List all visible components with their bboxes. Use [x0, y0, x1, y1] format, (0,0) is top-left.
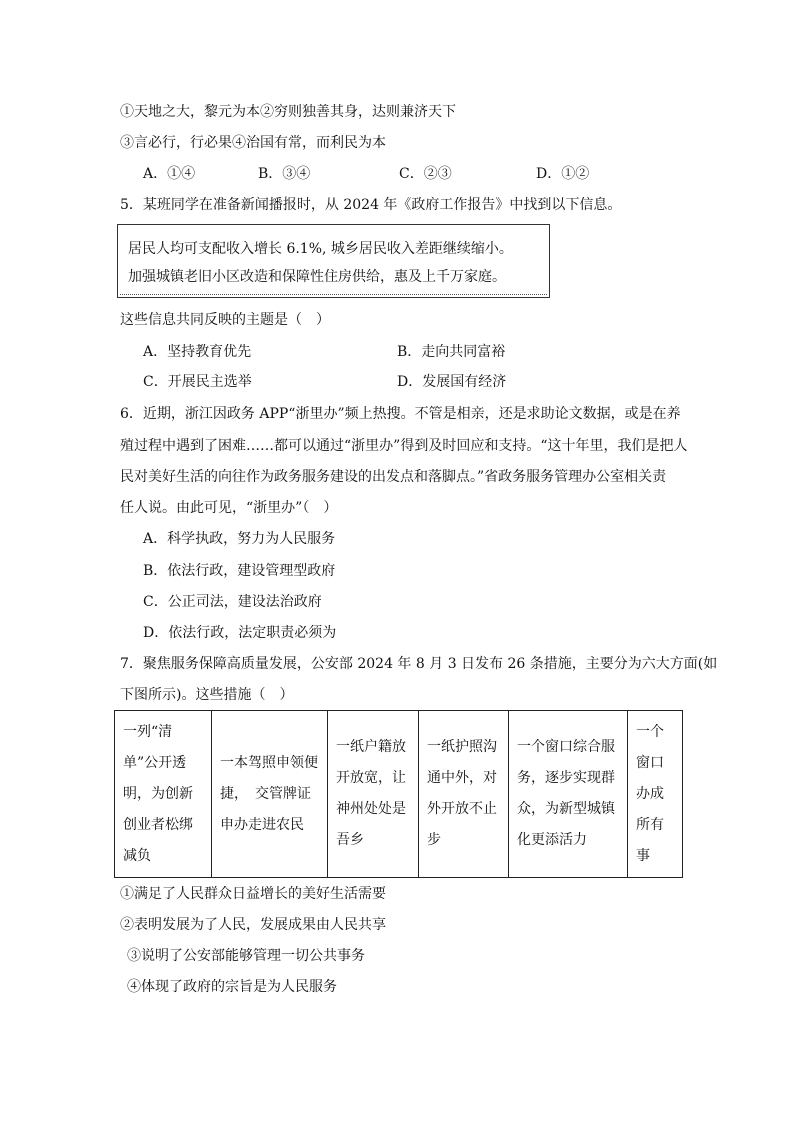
- measure-cell-4: 一纸护照沟通中外，对外开放不止步: [419, 711, 509, 878]
- q4-option-b[interactable]: B．③④: [258, 166, 311, 182]
- q6-stem-line-4: 任人说。由此可见，“浙里办”（ ）: [120, 500, 338, 516]
- q5-option-a[interactable]: A．坚持教育优先: [143, 344, 252, 360]
- q5-question: 这些信息共同反映的主题是（ ）: [120, 312, 330, 328]
- q5-info-line-1: 居民人均可支配收入增长 6.1%, 城乡居民收入差距继续缩小。: [128, 241, 513, 257]
- q7-stem-line-2: 下图所示)。这些措施（ ）: [120, 687, 294, 703]
- q6-option-b[interactable]: B．依法行政，建设管理型政府: [143, 563, 336, 579]
- measure-cell-3: 一纸户籍放开放宽，让神州处处是吾乡: [328, 711, 419, 878]
- q4-option-c[interactable]: C．②③: [399, 166, 452, 182]
- measure-cell-6: 一个窗口办成所有事: [628, 711, 683, 878]
- q4-option-d[interactable]: D．①②: [536, 166, 590, 182]
- q6-option-a[interactable]: A．科学执政，努力为人民服务: [143, 531, 336, 547]
- q5-stem: 5．某班同学在准备新闻播报时，从 2024 年《政府工作报告》中找到以下信息。: [120, 197, 622, 213]
- measure-cell-1: 一列“清单”公开透明，为创新创业者松绑减负: [115, 711, 212, 878]
- q7-statement-4: ④体现了政府的宗旨是为人民服务: [127, 979, 337, 995]
- q6-option-c[interactable]: C．公正司法，建设法治政府: [143, 594, 322, 610]
- measure-cell-2: 一本驾照申领便捷， 交管牌证申办走进农民: [212, 711, 328, 878]
- q5-info-box: [117, 224, 550, 298]
- q5-option-b[interactable]: B．走向共同富裕: [397, 344, 506, 360]
- q7-statement-3: ③说明了公安部能够管理一切公共事务: [127, 948, 365, 964]
- q6-option-d[interactable]: D．依法行政，法定职责必须为: [143, 625, 337, 641]
- q7-stem-line-1: 7．聚焦服务保障高质量发展，公安部 2024 年 8 月 3 日发布 26 条措施，主要分为六大方面(如: [120, 656, 718, 672]
- q5-option-d[interactable]: D．发展国有经济: [397, 374, 507, 390]
- q6-stem-line-1: 6．近期，浙江因政务 APP“浙里办”频上热搜。不管是相亲，还是求助论文数据，或是在养: [120, 406, 681, 422]
- measure-cell-5: 一个窗口综合服务，逐步实现群众，为新型城镇化更添活力: [509, 711, 628, 878]
- q7-statement-2: ②表明发展为了人民，发展成果由人民共享: [120, 917, 386, 933]
- q6-stem-line-3: 民对美好生活的向往作为政务服务建设的出发点和落脚点。”省政务服务管理办公室相关责: [120, 469, 667, 485]
- q6-stem-line-2: 殖过程中遇到了困难……都可以通过“浙里办”得到及时回应和支持。“这十年里，我们是把人: [120, 438, 688, 454]
- q4-statement-2: ③言必行，行必果④治国有常，而利民为本: [120, 135, 386, 151]
- table-row: [115, 711, 683, 878]
- q4-option-a[interactable]: A．①④: [143, 166, 196, 182]
- q4-statement-1: ①天地之大，黎元为本②穷则独善其身，达则兼济天下: [120, 104, 456, 120]
- q5-option-c[interactable]: C．开展民主选举: [143, 374, 252, 390]
- q7-measures-table: [114, 710, 683, 878]
- q5-info-line-2: 加强城镇老旧小区改造和保障性住房供给，惠及上千万家庭。: [128, 269, 506, 285]
- q7-statement-1: ①满足了人民群众日益增长的美好生活需要: [120, 886, 386, 902]
